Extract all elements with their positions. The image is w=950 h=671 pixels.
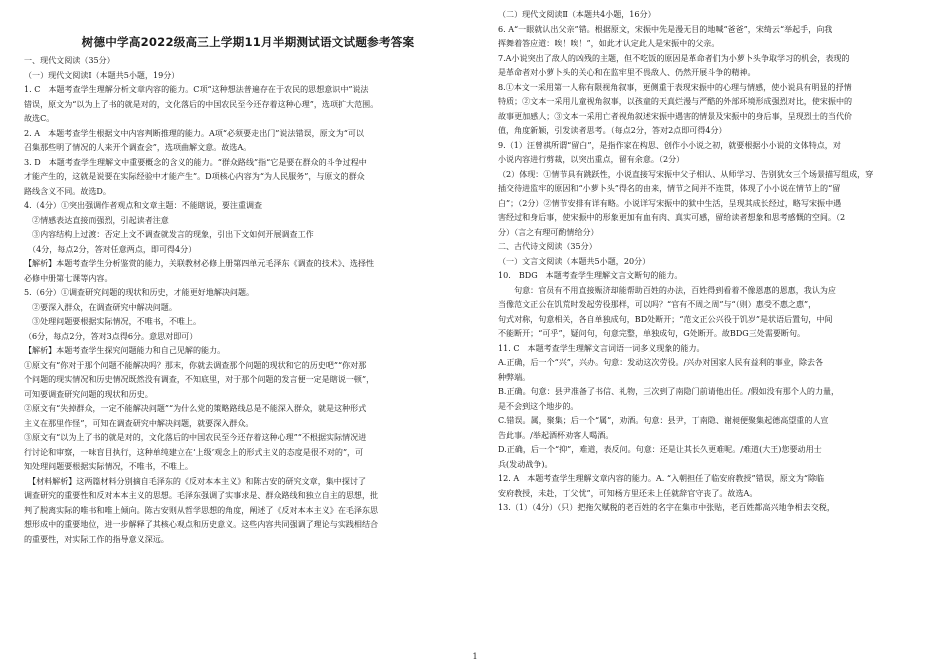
page-title: 树德中学高2022级高三上学期11月半期测试语文试题参考答案 <box>81 35 415 49</box>
text-line: 告此事。/举起酒杯劝客人喝酒。 <box>498 430 614 440</box>
text-line: 二、古代诗文阅读（35分） <box>498 242 597 251</box>
text-line: 【解析】本题考查学生探究问题能力和自己见解的能力。 <box>24 346 226 355</box>
text-line: 知处理问题要根据实际情况，不唯书，不唯上。 <box>24 462 193 471</box>
text-line: 是革命者对小萝卜头的关心和在监牢里不畏敌人、仍然开展斗争的精神。 <box>498 68 756 77</box>
text-line: 主义在那里作怪”，可知在调查研究中解决问题，就要深入群众。 <box>24 418 254 428</box>
text-line: 4.（4分）①突出强调作者观点和文章主题：不能瞎说，要注重调查 <box>24 201 263 210</box>
text-line: 的重要性，对实际工作的指导意义深远。 <box>24 534 169 544</box>
text-line: 2. A 本题考查学生根据文中内容判断推理的能力。A项“必须要走出门”说法错误，原文为“可以 <box>24 128 364 138</box>
text-line: 才能产生的，这就是说要在实际经验中才能产生”。D项核心内容为“为人民服务”，与原文的群众 <box>24 172 365 181</box>
text-line: 调查研究的重要性和反对本本主义的思想。毛泽东强调了实事求是、群众路线和独立自主的思想，批 <box>24 491 379 500</box>
text-line: 特质；②文本一采用儿童视角叙事，以孩童的天真烂漫与严酷的外部环境形成强烈对比，使宋振中的 <box>498 97 853 106</box>
text-line: ②情感表达直接而强烈，引起读者注意 <box>24 215 169 225</box>
text-line: 9.（1）汪曾祺所谓“留白”，是指作家在构思、创作小小说之初，就要根据小小说的文体特点，对 <box>498 140 841 150</box>
text-line: 1. C 本题考查学生理解分析文章内容的能力。C项“这种想法普遍存在于农民的思想意识中”说法 <box>24 85 369 94</box>
text-line: 故事更加感人；③文本一采用亡者视角叙述宋振中遇害的情景及宋振中的身后事，呈现烈士的当代价 <box>498 111 853 121</box>
text-line: 害经过和身后事，使宋振中的形象更加有血有肉、真实可感，留给读者想象和思考感慨的空间。（2 <box>498 213 846 222</box>
text-line: 当像范文正公在饥荒时发起劳役那样，可以吗？“官有不周之周”与“（则）惠受不惠之惠”， <box>498 300 817 309</box>
text-line: 召集那些明了情况的人来开个调查会”，选项曲解文意。故选A。 <box>24 143 252 152</box>
text-line: 必修中册第七课等内容。 <box>24 273 113 283</box>
text-line: 故选C。 <box>24 114 55 123</box>
text-line: （2）体现：①情节具有跳跃性，小说直接写宋振中父子相认、从师学习、告别犹女三个场景描写组成，穿 <box>498 169 874 179</box>
text-line: 6. A“一眼就认出父亲”错。根据原文，宋振中先是漫无目的地喊“爸爸”，宋绮云“举起手，向我 <box>498 24 833 34</box>
right-text-block <box>498 8 932 516</box>
text-line: 小说内容进行剪裁，以突出重点，留有余意。（2分） <box>498 155 685 164</box>
text-line: 行讨论和审察，一味盲目执行，这种单纯建立在‘上级’观念上的形式主义的态度是很不对的”，可 <box>24 447 364 457</box>
text-line: 是不会到这个地步的。 <box>498 401 579 411</box>
text-line: （4分，每点2分，答对任意两点，即可得4分） <box>24 244 197 254</box>
text-line: 可知要调查研究问题的现状和历史。 <box>24 389 153 399</box>
text-line: 句式对称，句意相关，各自单独成句，BD处断开；“范文正公兴役于饥岁”是状语后置句，中间 <box>498 314 833 324</box>
text-line: ②要深入群众，在调查研究中解决问题。 <box>24 302 177 312</box>
text-line: 错误，原文为“以为上了书的就是对的，文化落后的中国农民至今还存着这种心理”，选项扩大范围。 <box>24 99 379 109</box>
text-line: D.正确，后一个“抑”，难道，表反问。句意：还是让其长久更难呢。/难道(大王)您要动用士 <box>498 445 822 454</box>
text-line: 个问题的现实情况和历史情况既然没有调查，不知底里，对于那个问题的发言便一定是瞎说一顿”， <box>24 375 375 384</box>
text-line: 11. C 本题考查学生理解文言词语一词多义现象的能力。 <box>498 343 705 353</box>
left-column <box>24 8 472 547</box>
text-line: C.错误。属，聚集；后一个“属”，劝酒。句意：县尹，丁南隐、谢昶便聚集起德高望重的人宣 <box>498 416 829 425</box>
text-line: ③处理问题要根据实际情况，不唯书，不唯上。 <box>24 317 202 326</box>
right-column <box>498 8 932 516</box>
text-line: 种弊端。 <box>498 372 531 382</box>
text-line: （一）现代文阅读Ⅰ（本题共5小题，19分） <box>24 70 180 80</box>
text-line: 判了脱离实际的唯书和唯上倾向。陈古安则从哲学思想的角度，阐述了《反对本本主义》在毛泽东思 <box>24 505 379 515</box>
text-line: （二）现代文阅读Ⅱ（本题共4小题，16分） <box>498 10 656 19</box>
left-text-block <box>24 54 472 547</box>
text-line: 12. A 本题考查学生理解文章内容的能力。A. “入朝担任了临安府教授”错误，原文为“除临 <box>498 474 825 483</box>
text-line: 8.①本文一采用第一人称有限视角叙事，更侧重于表现宋振中的心理与情感，使小说具有明显的抒情 <box>498 82 852 92</box>
text-line: 5.（6分）①调查研究问题的现状和历史，才能更好地解决问题。 <box>24 288 255 297</box>
text-line: 兵(发动战争)。 <box>498 459 553 469</box>
text-line: 路线含义不同。故选D。 <box>24 186 111 196</box>
text-line: 安府教授，未赴，丁父忧”，可知杨方里还未上任就辞官守丧了。故选A。 <box>498 488 758 498</box>
text-line: ③原文有“以为上了书的就是对的，文化落后的中国农民至今还存着这种心理”“不根据实际情况进 <box>24 433 367 442</box>
text-line: 7.A小说突出了敌人的凶残的主题，但不吃饭的原因是革命者们为小萝卜头争取学习的机会，表现的 <box>498 53 850 63</box>
text-line: 一、现代文阅读（35分） <box>24 56 115 65</box>
text-line: （一）文言文阅读（本题共5小题，20分） <box>498 256 651 266</box>
text-line: ③内容结构上过渡：否定上文不调查就发言的现象，引出下文如何开展调查工作 <box>24 230 314 239</box>
text-line: B.正确。句意：县尹准备了书信、礼物，三次到了南隐门前请他出任。/假如没有那个人的力量， <box>498 387 840 396</box>
text-line: 插交待进监牢的原因和“小萝卜头”得名的由来，情节之间并不连贯，体现了小小说在情节上的“留 <box>498 184 841 193</box>
text-line: 不能断开；“可乎”，疑问句，句意完整，单独成句，G处断开。故BDG三处需要断句。 <box>498 329 806 338</box>
text-line: 值，角度新颖，引发读者思考。（每点2分，答对2点即可得4分） <box>498 126 727 135</box>
text-line: ②原文有“失掉群众，一定不能解决问题”“为什么党的策略路线总是不能深入群众，就是这种形式 <box>24 404 367 413</box>
page-number: 1 <box>472 652 478 661</box>
text-line: 10. BDG 本题考查学生理解文言文断句的能力。 <box>498 271 683 280</box>
text-line: 13.（1）（4分）（只）把拖欠赋税的老百姓的名字在集市中张贴，老百姓都高兴地争相去交税， <box>498 503 835 512</box>
text-line: 【材料解析】这两篇材料分别摘自毛泽东的《反对本本主义》和陈古安的研究文章，集中探讨了 <box>24 476 366 486</box>
text-line: 句意：官员有不用直接赈济却能帮助百姓的办法，百姓得到看着不像恩惠的恩惠，我认为应 <box>498 285 836 295</box>
text-line: 3. D 本题考查学生理解文中重要概念的含义的能力。“群众路线”指“它是要在群众的斗争过程中 <box>24 157 367 167</box>
text-line: A.正确，后一个“兴”，兴办。句意：发动这次劳役。/兴办对国家人民有益利的事业，除去各 <box>498 358 824 367</box>
text-line: 分）（言之有理可酌情给分） <box>498 227 599 237</box>
text-line: 【解析】本题考查学生分析鉴赏的能力，关联教材必修上册第四单元毛泽东《调查的技术》、选择性 <box>24 259 375 268</box>
text-line: 想形成中的重要地位，进一步解释了其核心观点和历史意义。这些内容共同强调了理论与实践相结合 <box>24 520 379 529</box>
text-line: 挥舞着答应道：唉！唉！”，如此才认定此人是宋振中的父亲。 <box>498 39 720 48</box>
text-line: （6分，每点2分，答对3点得6分。意思对即可） <box>24 331 198 341</box>
text-line: 白”；（2分）②情节安排有详有略。小说详写宋振中的狱中生活，呈现其成长经过，略写宋振中遇 <box>498 198 842 208</box>
text-line: ①原文有“你对于那个问题不能解决吗？那末，你就去调查那个问题的现状和它的历史吧”“你对那 <box>24 360 367 370</box>
